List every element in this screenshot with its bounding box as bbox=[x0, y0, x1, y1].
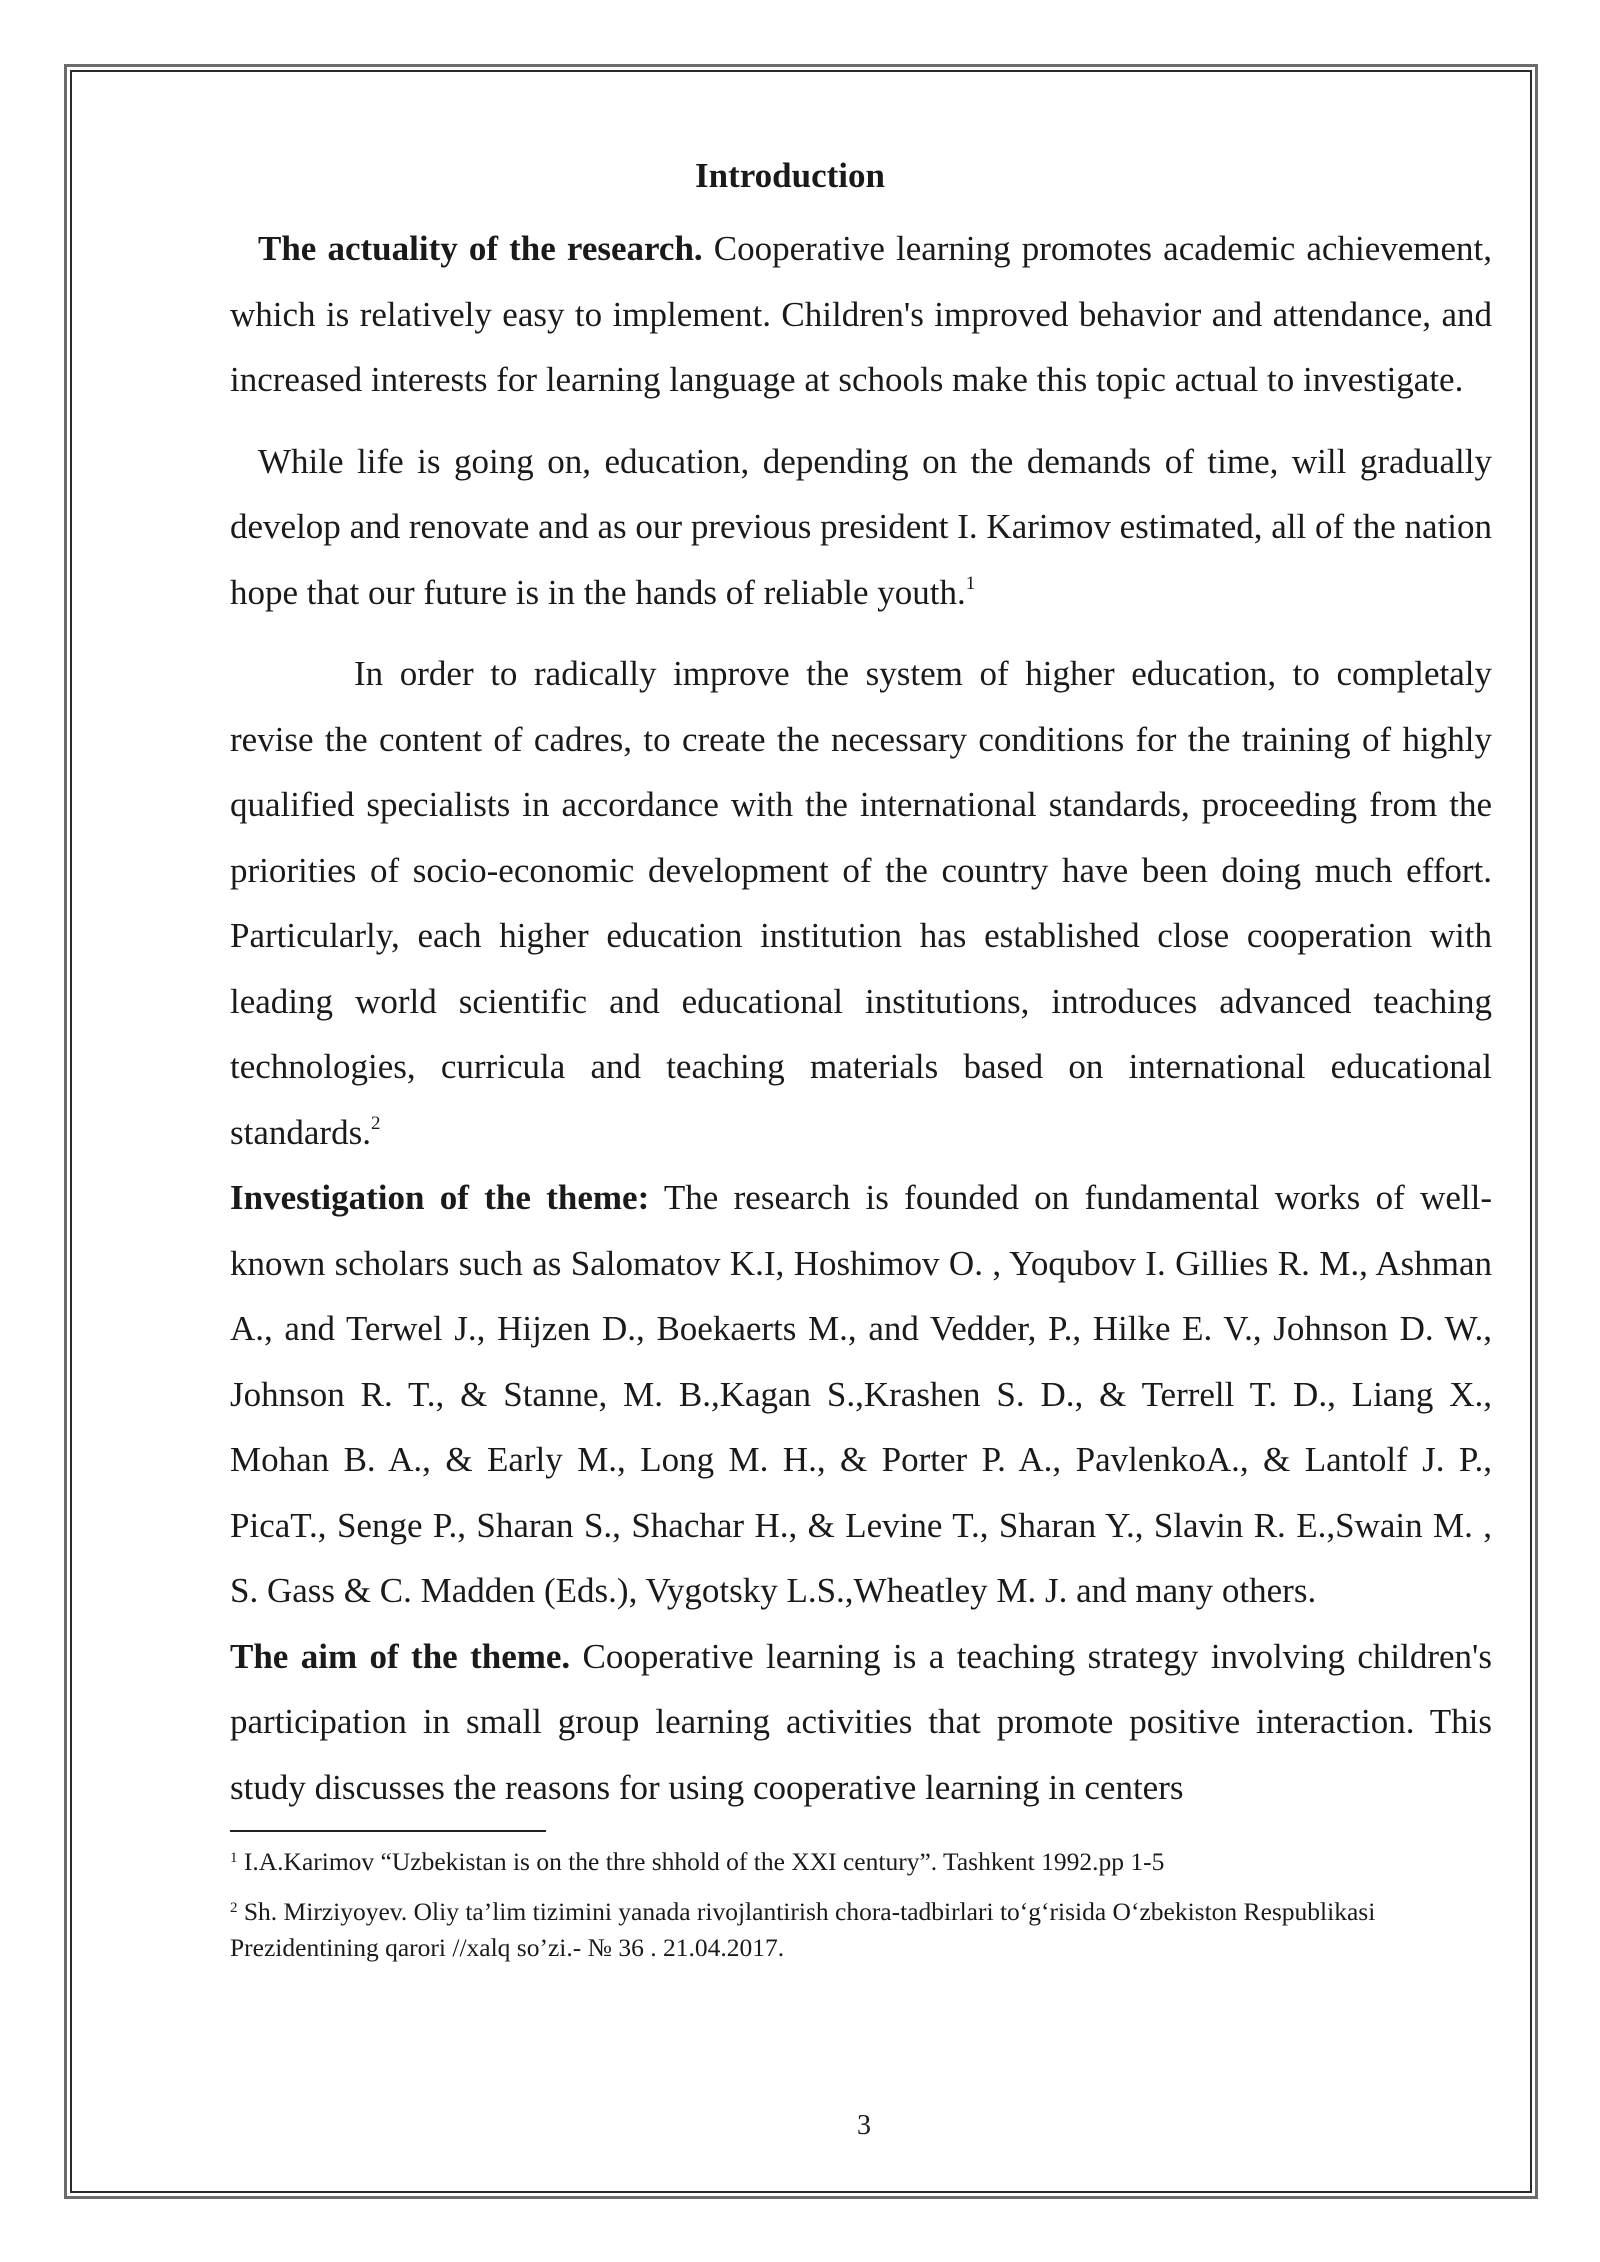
footnote-reference-1[interactable]: 1 bbox=[965, 572, 976, 594]
actuality-heading: The actuality of the research. bbox=[258, 229, 703, 268]
paragraph-higher-education-reform bbox=[230, 641, 1492, 1165]
reform-paragraph-text: In order to radically improve the system of higher education, to completaly revise the content of cadres, to create the necessary conditions for the training of highly qualified specialists in accordance with the international standards, proceeding from the priorities of socio-economic development of the country have been doing much effort. Particularly, each higher education institution has established close cooperation with leading world scientific and educational institutions, introduces advanced teaching technologies, curricula and teaching materials based on international educational standards. bbox=[230, 654, 1492, 1152]
life-paragraph-text: While life is going on, education, depending on the demands of time, will gradually develop and renovate and as our previous president I. Karimov estimated, all of the nation hope that our future is in the hands of reliable youth. bbox=[230, 441, 1492, 612]
aim-heading: The aim of the theme. bbox=[230, 1636, 571, 1676]
document-body bbox=[230, 148, 1492, 1980]
footnote-marker-1: 1 bbox=[230, 1850, 238, 1866]
footnote-separator bbox=[230, 1830, 546, 1832]
paragraph-actuality bbox=[230, 216, 1492, 413]
paragraph-aim bbox=[230, 1624, 1492, 1821]
aim-text: Cooperative learning is a teaching strategy involving children's participation in small group learning activities that promote positive interaction. This study discusses the reasons for using cooperative learning in centers bbox=[230, 1636, 1492, 1807]
paragraph-investigation bbox=[230, 1165, 1492, 1624]
footnote-1 bbox=[230, 1844, 1492, 1880]
footnote-2 bbox=[230, 1894, 1492, 1966]
footnote-1-text: I.A.Karimov “Uzbekistan is on the thre shhold of the XXI century”. Tashkent 1992.pp 1-5 bbox=[237, 1847, 1165, 1876]
footnote-2-text: Sh. Mirziyoyev. Oliy ta’lim tizimini yanada rivojlantirish chora-tadbirlari to‘g‘risida O‘zbekiston Respublikasi Prezidentining qarori //xalq so’zi.- № 36 . 21.04.2017. bbox=[230, 1897, 1376, 1962]
section-title: Introduction bbox=[695, 156, 885, 195]
paragraph-life-education bbox=[230, 429, 1492, 626]
footnote-marker-2: 2 bbox=[230, 1900, 238, 1916]
footnote-reference-2[interactable]: 2 bbox=[370, 1112, 381, 1134]
investigation-heading: Investigation of the theme: bbox=[230, 1178, 650, 1217]
investigation-text: The research is founded on fundamental works of well-known scholars such as Salomatov K.I, Hoshimov O. , Yoqubov I. Gillies R. M., Ashman A., and Terwel J., Hijzen D., Boekaerts M., and Vedder, P., Hilke E. V., Johnson D. W., Johnson R. T., & Stanne, M. B.,Kagan S.,Krashen S. D., & Terrell T. D., Liang X., Mohan B. A., & Early M., Long M. H., & Porter P. A., PavlenkoA., & Lantolf J. P., PicaT., Senge P., Sharan S., Shachar H., & Levine T., Sharan Y., Slavin R. E.,Swain M. , S. Gass & C. Madden (Eds.), Vygotsky L.S.,Wheatley M. J. and many others. bbox=[230, 1178, 1492, 1610]
actuality-text: Cooperative learning promotes academic achievement, which is relatively easy to implement. Children's improved behavior and attendance, and increased interests for learning language at schools make this topic actual to investigate. bbox=[230, 229, 1492, 399]
page-number: 3 bbox=[857, 2110, 871, 2141]
